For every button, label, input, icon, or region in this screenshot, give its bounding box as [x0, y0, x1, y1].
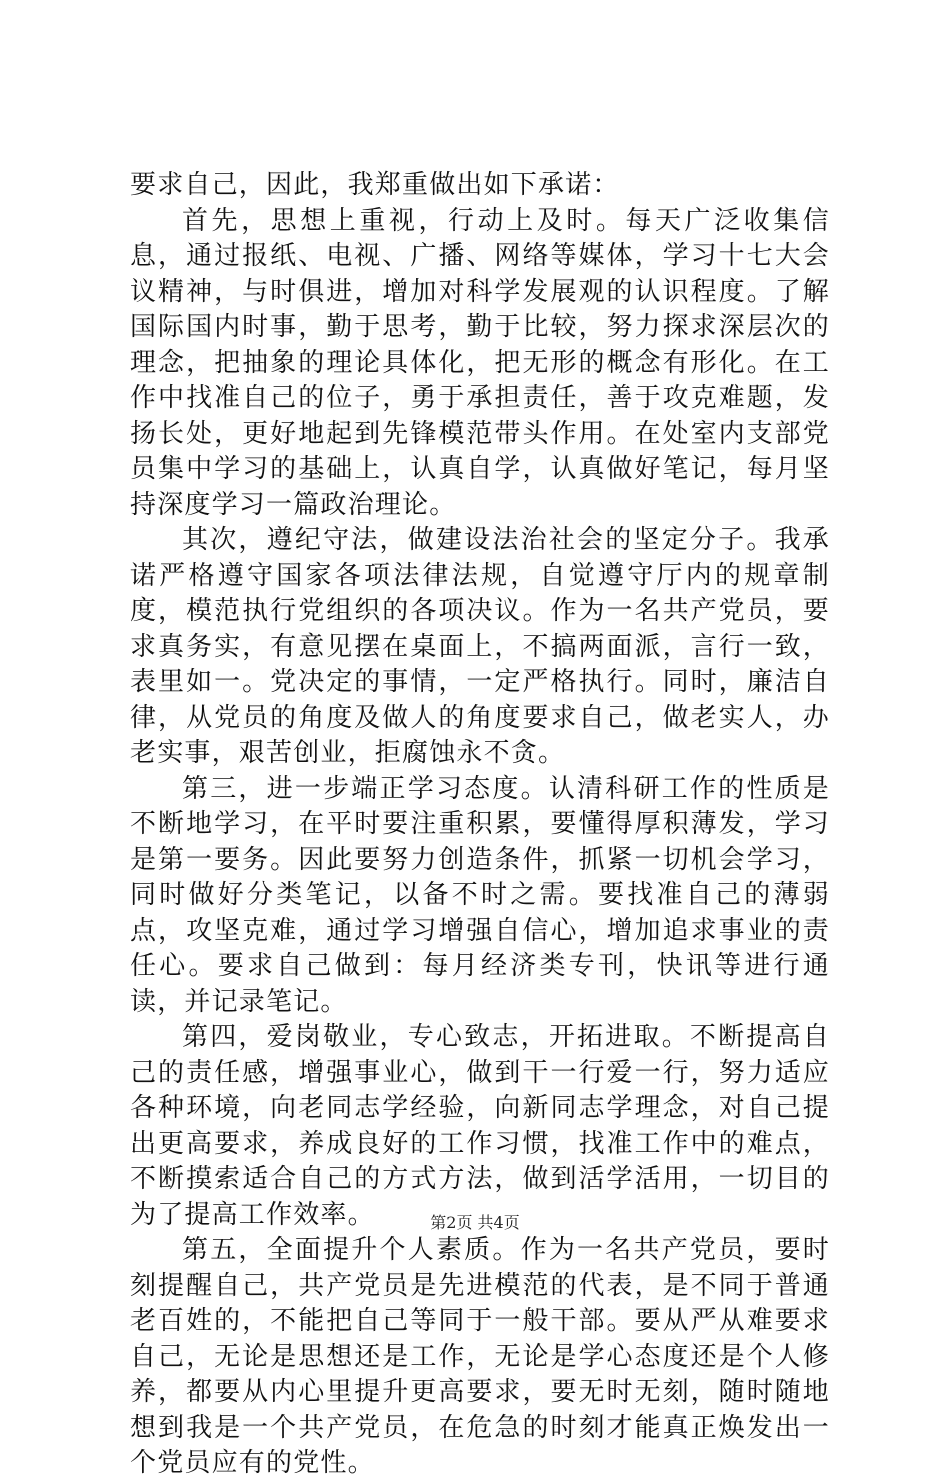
page-number-footer: 第2页 共4页	[430, 1213, 520, 1232]
paragraph-third-commitment: 第三，进一步端正学习态度。认清科研工作的性质是不断地学习，在平时要注重积累，要懂得厚积薄发，学习是第一要务。因此要努力创造条件，抓紧一切机会学习，同时做好分类笔记，以备不时之需。要找准自己的薄弱点，攻坚克难，通过学习增强自信心，增加追求事业的责任心。要求自己做到：每月经济类专刊，快讯等进行通读，并记录笔记。	[130, 773, 830, 1017]
paragraph-fifth-commitment: 第五，全面提升个人素质。作为一名共产党员，要时刻提醒自己，共产党员是先进模范的代表，是不同于普通老百姓的，不能把自己等同于一般干部。要从严从难要求自己，无论是思想还是工作，无论是学心态度还是个人修养，都要从内心里提升更高要求，要无时无刻，随时随地想到我是一个共产党员，在危急的时刻才能真正焕发出一个党员应有的党性。	[130, 1235, 830, 1478]
paragraph-fourth-commitment: 第四，爱岗敬业，专心致志，开拓进取。不断提高自己的责任感，增强事业心，做到干一行爱一行，努力适应各种环境，向老同志学经验，向新同志学理念，对自己提出更高要求，养成良好的工作习惯，找准工作中的难点，不断摸索适合自己的方式方法，做到活学活用，一切目的为了提高工作效率。	[130, 1022, 830, 1230]
paragraph-continuation: 要求自己，因此，我郑重做出如下承诺：	[130, 170, 620, 200]
paragraph-second-commitment: 其次，遵纪守法，做建设法治社会的坚定分子。我承诺严格遵守国家各项法律法规，自觉遵守厅内的规章制度，模范执行党组织的各项决议。作为一名共产党员，要求真务实，有意见摆在桌面上，不搞两面派，言行一致，表里如一。党决定的事情，一定严格执行。同时，廉洁自律，从党员的角度及做人的角度要求自己，做老实人，办老实事，艰苦创业，拒腐蚀永不贪。	[130, 525, 830, 768]
document-body	[130, 168, 830, 1482]
paragraph-first-commitment: 首先，思想上重视，行动上及时。每天广泛收集信息，通过报纸、电视、广播、网络等媒体，学习十七大会议精神，与时俱进，增加对科学发展观的认识程度。了解国际国内时事，勤于思考，勤于比较，努力探求深层次的理念，把抽象的理论具体化，把无形的概念有形化。在工作中找准自己的位子，勇于承担责任，善于攻克难题，发扬长处，更好地起到先锋模范带头作用。在处室内支部党员集中学习的基础上，认真自学，认真做好笔记，每月坚持深度学习一篇政治理论。	[130, 205, 830, 520]
